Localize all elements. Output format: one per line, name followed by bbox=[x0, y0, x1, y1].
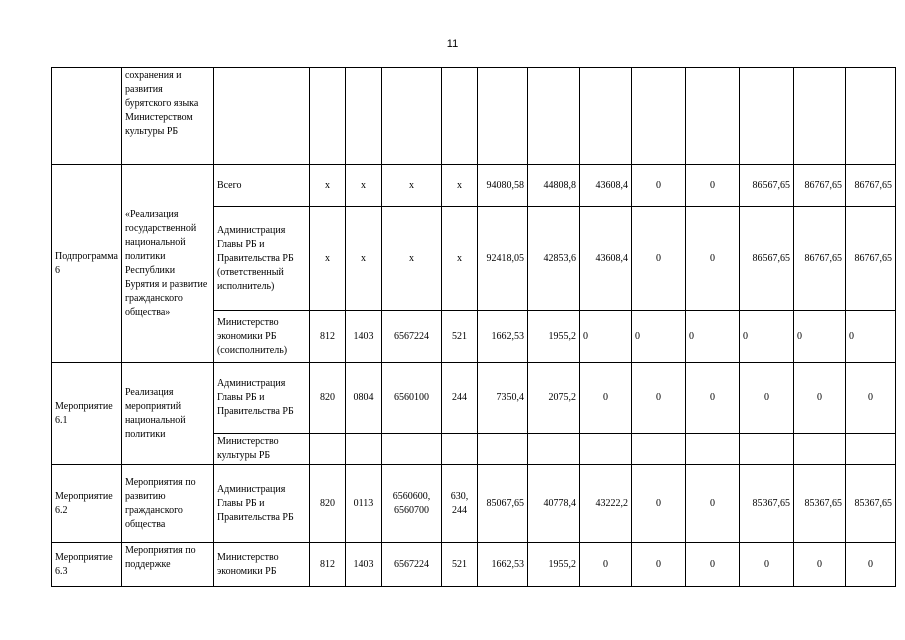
table-cell: 0 bbox=[845, 543, 895, 587]
table-cell: 43608,4 bbox=[579, 165, 631, 207]
table-cell bbox=[309, 68, 345, 165]
activity-title: Мероприятия по поддержке bbox=[121, 543, 213, 587]
table-cell: 1955,2 bbox=[527, 311, 579, 363]
table-cell: 820 bbox=[309, 465, 345, 543]
table-cell: 85367,65 bbox=[793, 465, 845, 543]
table-cell: 6560100 bbox=[381, 363, 441, 434]
table-cell: 0 bbox=[793, 363, 845, 434]
table-cell: 86767,65 bbox=[793, 207, 845, 311]
table-cell bbox=[345, 68, 381, 165]
table-cell: 521 bbox=[441, 311, 477, 363]
table-cell: 42853,6 bbox=[527, 207, 579, 311]
table-cell: x bbox=[381, 207, 441, 311]
table-cell: 0 bbox=[793, 311, 845, 363]
table-cell bbox=[845, 434, 895, 465]
table-cell: 0 bbox=[579, 543, 631, 587]
table-cell: 0 bbox=[631, 165, 685, 207]
subprogram-title: «Реализация государственной национальной политики Республики Бурятия и развитие гражданского общества» bbox=[121, 165, 213, 363]
table-cell: 0 bbox=[793, 543, 845, 587]
table-cell: Администрация Главы РБ и Правительства РБ (ответственный исполнитель) bbox=[213, 207, 309, 311]
table-cell: 521 bbox=[441, 543, 477, 587]
table-cell: 0113 bbox=[345, 465, 381, 543]
table-cell: 85367,65 bbox=[739, 465, 793, 543]
table-cell: x bbox=[345, 165, 381, 207]
table-cell: x bbox=[345, 207, 381, 311]
table-cell bbox=[309, 434, 345, 465]
table-cell: 6567224 bbox=[381, 311, 441, 363]
table-cell: 43222,2 bbox=[579, 465, 631, 543]
table-cell: 0 bbox=[845, 363, 895, 434]
table-cell: 1403 bbox=[345, 311, 381, 363]
table-row bbox=[52, 543, 896, 587]
table-cell: 0 bbox=[579, 311, 631, 363]
table-cell: 0 bbox=[739, 543, 793, 587]
table-row bbox=[52, 165, 896, 207]
table-cell bbox=[213, 68, 309, 165]
table-cell: 0 bbox=[631, 207, 685, 311]
table-cell: 7350,4 bbox=[477, 363, 527, 434]
budget-table bbox=[51, 67, 896, 587]
table-cell bbox=[685, 434, 739, 465]
table-cell: Министерство экономики РБ (соисполнитель) bbox=[213, 311, 309, 363]
table-cell: 1662,53 bbox=[477, 311, 527, 363]
table-cell: 0 bbox=[685, 465, 739, 543]
table-cell bbox=[527, 68, 579, 165]
activity-label: Мероприятие 6.3 bbox=[52, 543, 122, 587]
activity-label: Мероприятие 6.2 bbox=[52, 465, 122, 543]
activity-label: Мероприятие 6.1 bbox=[52, 363, 122, 465]
table-cell: 1662,53 bbox=[477, 543, 527, 587]
table-cell bbox=[739, 434, 793, 465]
activity-title: Реализация мероприятий национальной политики bbox=[121, 363, 213, 465]
activity-title: Мероприятия по развитию гражданского общества bbox=[121, 465, 213, 543]
table-cell: 0 bbox=[685, 311, 739, 363]
table-cell: 85067,65 bbox=[477, 465, 527, 543]
table-cell: 0 bbox=[631, 465, 685, 543]
table-cell bbox=[441, 68, 477, 165]
table-cell bbox=[631, 434, 685, 465]
table-cell: 244 bbox=[441, 363, 477, 434]
table-cell: Министерство экономики РБ bbox=[213, 543, 309, 587]
table-cell: 86767,65 bbox=[845, 165, 895, 207]
table-cell: x bbox=[309, 165, 345, 207]
table-cell: 43608,4 bbox=[579, 207, 631, 311]
table-cell: 85367,65 bbox=[845, 465, 895, 543]
table-cell: 812 bbox=[309, 543, 345, 587]
table-cell: 0 bbox=[739, 311, 793, 363]
table-cell: 40778,4 bbox=[527, 465, 579, 543]
table-cell: 6567224 bbox=[381, 543, 441, 587]
table-cell bbox=[477, 434, 527, 465]
table-cell: 0 bbox=[685, 165, 739, 207]
table-cell bbox=[793, 68, 845, 165]
subprogram-label: Подпрограмма 6 bbox=[52, 165, 122, 363]
table-cell: 0 bbox=[631, 543, 685, 587]
table-cell bbox=[52, 68, 122, 165]
table-cell: 0 bbox=[685, 207, 739, 311]
table-cell: 92418,05 bbox=[477, 207, 527, 311]
table-cell: Всего bbox=[213, 165, 309, 207]
table-cell: 6560600, 6560700 bbox=[381, 465, 441, 543]
table-cell bbox=[477, 68, 527, 165]
table-cell bbox=[739, 68, 793, 165]
table-cell: 2075,2 bbox=[527, 363, 579, 434]
table-cell: 0 bbox=[685, 363, 739, 434]
table-row bbox=[52, 363, 896, 434]
table-cell: 1403 bbox=[345, 543, 381, 587]
table-cell bbox=[441, 434, 477, 465]
table-cell bbox=[345, 434, 381, 465]
table-cell bbox=[381, 434, 441, 465]
table-row bbox=[52, 465, 896, 543]
page-number: 11 bbox=[446, 38, 459, 50]
table-cell: x bbox=[309, 207, 345, 311]
table-cell: 44808,8 bbox=[527, 165, 579, 207]
table-cell bbox=[793, 434, 845, 465]
table-cell: 86567,65 bbox=[739, 207, 793, 311]
table-cell: 86767,65 bbox=[793, 165, 845, 207]
table-cell: 812 bbox=[309, 311, 345, 363]
table-cell: 86567,65 bbox=[739, 165, 793, 207]
table-cell bbox=[381, 68, 441, 165]
table-cell: 1955,2 bbox=[527, 543, 579, 587]
table-cell: 0 bbox=[579, 363, 631, 434]
table-cell: x bbox=[381, 165, 441, 207]
table-cell: сохранения и развития бурятского языка Министерством культуры РБ bbox=[121, 68, 213, 165]
table-row bbox=[52, 68, 896, 165]
table-cell: 0 bbox=[685, 543, 739, 587]
table-cell: 0 bbox=[631, 311, 685, 363]
table-cell: 820 bbox=[309, 363, 345, 434]
table-cell bbox=[579, 434, 631, 465]
table-cell: x bbox=[441, 207, 477, 311]
table-cell bbox=[579, 68, 631, 165]
table-cell bbox=[527, 434, 579, 465]
table-cell bbox=[845, 68, 895, 165]
table-cell: 0 bbox=[631, 363, 685, 434]
table-cell bbox=[631, 68, 685, 165]
table-cell: 0 bbox=[845, 311, 895, 363]
table-cell: 0 bbox=[739, 363, 793, 434]
table-cell: 94080,58 bbox=[477, 165, 527, 207]
table-cell: Министерство культуры РБ bbox=[213, 434, 309, 465]
table-cell: Администрация Главы РБ и Правительства РБ bbox=[213, 363, 309, 434]
table-cell bbox=[685, 68, 739, 165]
table-cell: 630, 244 bbox=[441, 465, 477, 543]
table-cell: x bbox=[441, 165, 477, 207]
table-cell: 86767,65 bbox=[845, 207, 895, 311]
table-cell: Администрация Главы РБ и Правительства РБ bbox=[213, 465, 309, 543]
table-cell: 0804 bbox=[345, 363, 381, 434]
